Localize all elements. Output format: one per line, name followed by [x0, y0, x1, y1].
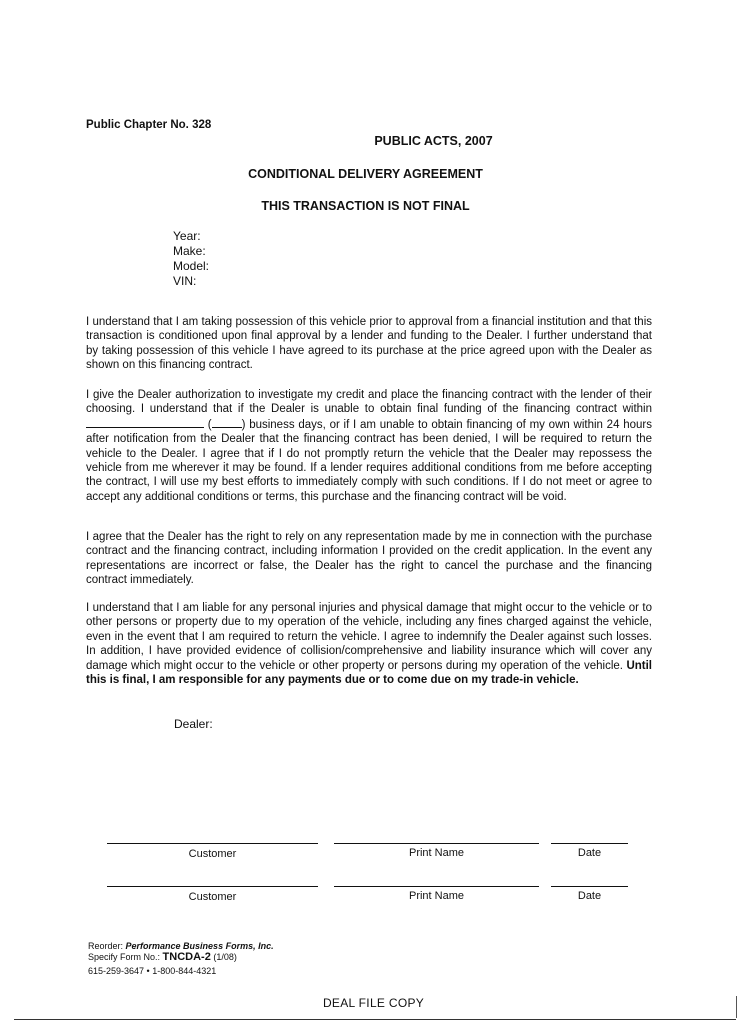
form-number: TNCDA-2: [162, 951, 211, 963]
document-title: CONDITIONAL DELIVERY AGREEMENT: [248, 167, 483, 181]
edge-mark: [736, 996, 737, 1018]
paragraph-representation: I agree that the Dealer has the right to rely on any representation made by me in connection with the purchase contract and the financing contract, including information I provided on the credit application. In the event any representations are incorrect or false, the Dealer has the right to cancel the purchase and the financing contract immediately.: [86, 531, 652, 587]
copy-designation: DEAL FILE COPY: [322, 996, 425, 1010]
form-number-label: Specify Form No.:: [88, 952, 161, 962]
date-label-2: Date: [577, 890, 602, 902]
reorder-company: Performance Business Forms, Inc.: [125, 941, 274, 951]
make-label: Make:: [173, 244, 206, 258]
paragraph-credit-authorization: [86, 388, 652, 504]
customer-signature-line-1: [107, 843, 318, 844]
print-name-line-2: [334, 886, 539, 887]
bottom-rule: [14, 1019, 736, 1020]
paragraph-liability-bold: Until this is final, I am responsible for any payments due or to come due on my trade-in vehicle.: [86, 659, 652, 687]
paragraph-credit-text-c: ) business days, or if I am unable to obtain financing of my own within 24 hours after notification from the Dealer that the financing contract has been denied, I will be required to return the vehicle to the Dealer. I agree that if I do not promptly return the vehicle that the Dealer may repossess the vehicle from me wherever it may be found. If a lender requires additional conditions from me before accepting the contract, I will use my best efforts to immediately comply with such conditions. If I do not meet or agree to accept any additional conditions or terms, this purchase and the financing contract will be void.: [86, 418, 652, 503]
business-days-number-blank: [212, 417, 242, 428]
model-label: Model:: [173, 259, 210, 273]
print-name-label-1: Print Name: [408, 847, 465, 859]
document-subtitle: THIS TRANSACTION IS NOT FINAL: [261, 199, 470, 213]
vin-label: VIN:: [173, 274, 197, 288]
paragraph-credit-text-a: I give the Dealer authorization to investigate my credit and place the financing contract with the lender of their choosing. I understand that if the Dealer is unable to obtain final funding of the financing contract within: [86, 389, 652, 416]
paragraph-credit-text-b: (: [207, 418, 212, 431]
year-label: Year:: [173, 229, 201, 243]
customer-label-2: Customer: [188, 891, 237, 903]
print-name-label-2: Print Name: [408, 890, 465, 902]
act-title: PUBLIC ACTS, 2007: [374, 134, 493, 148]
business-days-words-blank: [86, 417, 204, 428]
vehicle-info: [173, 229, 209, 289]
phone-numbers: 615-259-3647 • 1-800-844-4321: [88, 966, 217, 976]
date-label-1: Date: [577, 847, 602, 859]
paragraph-liability-text: I understand that I am liable for any personal injuries and physical damage that might occur to the vehicle or to other persons or property due to my operation of the vehicle, including any fines charged against the vehicle, even in the event that I am required to return the vehicle. I agree to indemnify the Dealer against such losses. In addition, I have provided evidence of collision/comprehensive and liability insurance which will cover any damage which might occur to the vehicle or other property or persons during my operation of the vehicle.: [86, 602, 652, 672]
chapter-number: Public Chapter No. 328: [86, 119, 212, 131]
date-line-1: [551, 843, 628, 844]
date-line-2: [551, 886, 628, 887]
dealer-label: Dealer:: [174, 717, 213, 731]
paragraph-possession: I understand that I am taking possession of this vehicle prior to approval from a financial institution and that this transaction is conditioned upon final approval by a lender and funding to the Dealer. I further understand that by taking possession of this vehicle I have agreed to its purchase at the price agreed upon with the Dealer as shown on this financing contract.: [86, 316, 652, 372]
reorder-label: Reorder:: [88, 941, 124, 951]
customer-signature-line-2: [107, 886, 318, 887]
customer-label-1: Customer: [188, 848, 237, 860]
paragraph-liability: [86, 601, 652, 687]
form-date: (1/08): [213, 952, 237, 962]
form-number-line: [88, 952, 237, 964]
print-name-line-1: [334, 843, 539, 844]
